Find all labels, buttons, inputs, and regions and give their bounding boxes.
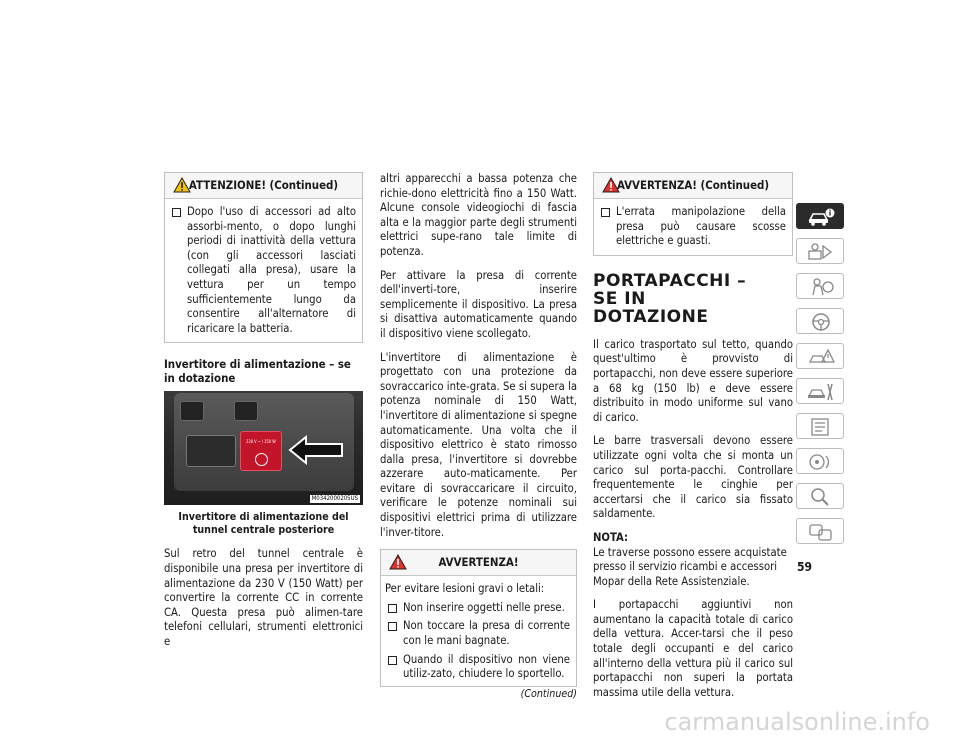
paragraph-3: I portapacchi aggiuntivi non aumentano la capacità totale di carico della vettura. Accer-tarsi che il peso totale degli occupanti e del carico all'interno della vettura più il carico sul portapacchi non superi la portata massima utile della vettura. xyxy=(593,598,793,699)
bullet-text: Non inserire oggetti nelle prese. xyxy=(403,600,565,614)
tab-emergency[interactable] xyxy=(796,343,844,369)
bullet-square-icon xyxy=(172,208,181,217)
heated-seat-button-left xyxy=(180,401,204,421)
tab-dashboard[interactable] xyxy=(796,238,844,264)
inverter-outlet-door xyxy=(240,431,282,471)
dashboard-lights-icon xyxy=(807,242,835,262)
tab-car-info[interactable] xyxy=(796,203,844,229)
paragraph: Sul retro del tunnel centrale è disponibile una presa per invertitore di alimentazione da 230 V (150 Watt) per convertire la corrente CC in corrente CA. Questa presa può alimen-tare telefoni cellulari, strumenti elettronici e xyxy=(164,547,363,648)
bullet-square-icon xyxy=(388,604,397,613)
emergency-icon xyxy=(807,347,835,367)
watermark: carmanualsonline.info xyxy=(664,708,930,736)
continued-label: (Continued) xyxy=(520,687,577,700)
warning-triangle-icon xyxy=(173,177,191,193)
section-heading: PORTAPACCHI – SE IN DOTAZIONE xyxy=(593,270,747,327)
tab-index[interactable] xyxy=(796,483,844,509)
warning-title: AVVERTENZA! (Continued) xyxy=(616,178,770,192)
bullet-text: L'errata manipolazione della presa può causare scosse elettriche e guasti. xyxy=(616,205,786,248)
inverter-photo xyxy=(164,391,363,505)
page-number: 59 xyxy=(797,560,813,574)
paragraph-3: L'invertitore di alimentazione è progettato con una protezione da sovraccarico inte-grata. Se si supera la potenza nominale di 150 Watt, l'invertitore di alimentazione si spegne automaticamente. Una volta che il dispositivo elettrico è stato rimosso dalla presa, l'invertitore si dovrebbe azzerare auto-maticamente. Per evitare di sovraccaricare il circuito, verificare le potenze nominali sui dispositivi elettrici prima di utilizzare l'inver-titore. xyxy=(380,350,577,539)
subheading: Invertitore di alimentazione – se in dotazione xyxy=(164,357,351,386)
tab-airbag[interactable] xyxy=(796,273,844,299)
outlet-socket-icon xyxy=(255,453,268,466)
bullet-text: Quando il dispositivo non viene utiliz-zato, chiudere lo sportello. xyxy=(403,652,570,681)
warning-triangle-icon xyxy=(389,554,407,570)
paragraph-1: Il carico trasportato sul tetto, quando quest'ultimo è provvisto di portapacchi, non deve essere superiore a 68 kg (150 lb) e deve essere distribuito in modo uniforme sul vano di carico. xyxy=(593,337,793,424)
note-label: NOTA: xyxy=(593,530,628,544)
outlet-label: 230 V ~ / 150 W xyxy=(246,439,276,445)
warning-box xyxy=(380,549,577,687)
tab-service[interactable] xyxy=(796,378,844,404)
warning-bullet xyxy=(385,653,570,682)
warning-bullet xyxy=(385,601,570,616)
languages-icon xyxy=(807,522,835,542)
airbag-icon xyxy=(807,277,835,297)
warning-triangle-icon xyxy=(602,177,620,193)
column-1 xyxy=(164,172,363,659)
tab-languages[interactable] xyxy=(796,518,844,544)
usb-panel xyxy=(186,435,236,467)
paragraph-2: Le barre trasversali devono essere utilizzate ogni volta che si monta un carico sul porta-pacchi. Controllare frequentemente le cinghie per accertarsi che il carico sia fissato saldamente. xyxy=(593,434,793,521)
warning-header xyxy=(594,173,792,199)
warning-header xyxy=(381,550,576,576)
steering-wheel-icon xyxy=(807,312,835,332)
multimedia-icon xyxy=(807,452,835,472)
warning-bullet xyxy=(598,205,786,249)
warning-bullet xyxy=(385,619,570,648)
warning-title: AVVERTENZA! xyxy=(438,555,519,570)
column-2 xyxy=(380,172,577,701)
bullet-square-icon xyxy=(388,656,397,665)
warning-bullet xyxy=(169,205,356,336)
bullet-square-icon xyxy=(601,208,610,217)
paragraph-1: altri apparecchi a bassa potenza che richie-dono elettricità fino a 150 Watt. Alcune console videogiochi di fascia alta e la maggior parte degli strumenti elettrici supe-rano tale limite di potenza. xyxy=(380,172,577,258)
specifications-icon xyxy=(807,417,835,437)
warning-continued-box xyxy=(164,172,363,343)
arrow-pointer-icon xyxy=(288,435,344,465)
car-info-icon xyxy=(807,207,835,227)
index-search-icon xyxy=(807,487,835,507)
tab-specifications[interactable] xyxy=(796,413,844,439)
warning-continued-box xyxy=(593,172,793,256)
image-code: M0342000205US xyxy=(311,495,358,503)
warning-header xyxy=(165,173,362,199)
warning-title: ATTENZIONE! (Continued) xyxy=(188,178,339,192)
note-text: Le traverse possono essere acquistate presso il servizio ricambi e accessori Mopar della Rete Assistenziale. xyxy=(593,545,787,588)
tab-multimedia[interactable] xyxy=(796,448,844,474)
bullet-text: Non toccare la presa di corrente con le mani bagnate. xyxy=(403,619,570,648)
tab-steering[interactable] xyxy=(796,308,844,334)
service-icon xyxy=(807,382,835,402)
heated-seat-button-right xyxy=(234,401,258,421)
paragraph-2: Per attivare la presa di corrente dell'inverti-tore, inserire semplicemente il dispositivo. La presa si disattiva automaticamente quando il dispositivo viene scollegato. xyxy=(380,268,577,340)
bullet-text: Dopo l'uso di accessori ad alto assorbi-mento, o dopo lunghi periodi di inattività della vettura (con gli accessori lasciati collegati alla presa), usare la vettura per un tempo sufficientemente lungo da consentire all'alternatore di ricaricare la batteria. xyxy=(187,205,356,335)
bullet-square-icon xyxy=(388,622,397,631)
figure-caption: Invertitore di alimentazione del tunnel centrale posteriore xyxy=(178,511,349,537)
warning-intro: Per evitare lesioni gravi o letali: xyxy=(385,582,545,596)
column-3 xyxy=(593,172,793,709)
